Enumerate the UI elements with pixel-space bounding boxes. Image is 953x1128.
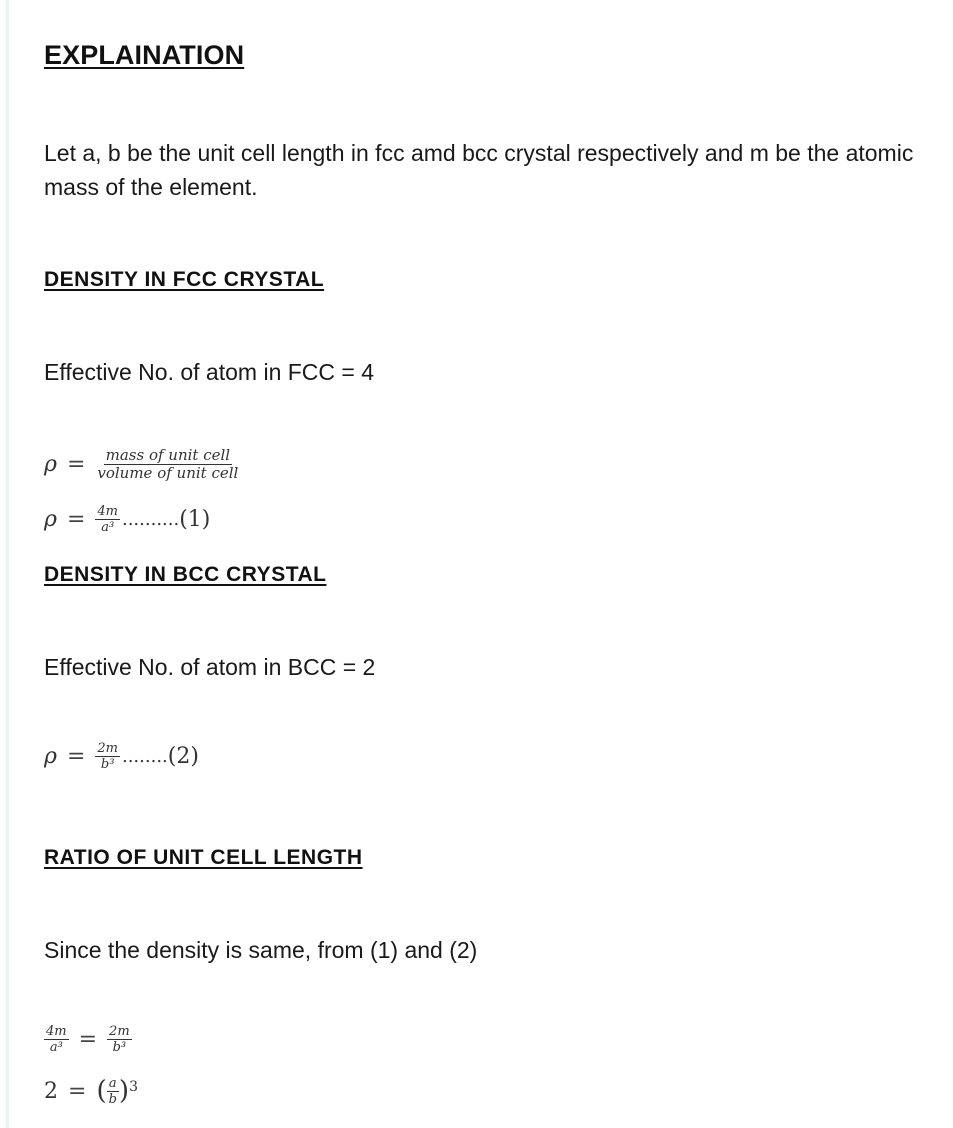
rho-symbol: ρ bbox=[44, 744, 57, 769]
fcc-effective-atoms: Effective No. of atom in FCC = 4 bbox=[44, 359, 375, 385]
close-paren: ) bbox=[118, 1076, 130, 1106]
bcc-fraction bbox=[107, 1025, 132, 1054]
fraction-numerator: mass of unit cell bbox=[105, 446, 231, 464]
fraction-numerator: a bbox=[108, 1075, 117, 1091]
ratio-result-equation bbox=[44, 1076, 138, 1106]
equation-dots: ........ bbox=[121, 746, 168, 767]
fraction-numerator: 4m bbox=[46, 1024, 67, 1039]
equals-sign: = bbox=[78, 1027, 98, 1052]
open-paren: ( bbox=[96, 1076, 107, 1106]
mass-volume-fraction bbox=[95, 448, 240, 481]
page-title: EXPLAINATION bbox=[44, 40, 245, 70]
rho-symbol: ρ bbox=[44, 452, 57, 477]
a-over-b-fraction bbox=[107, 1077, 119, 1106]
fcc-fraction bbox=[44, 1025, 69, 1054]
bcc-effective-atoms: Effective No. of atom in BCC = 2 bbox=[44, 654, 376, 680]
fraction-denominator: a³ bbox=[101, 520, 115, 535]
equals-sign: = bbox=[66, 744, 86, 769]
rho-symbol: ρ bbox=[44, 507, 57, 532]
fraction-denominator: b bbox=[108, 1091, 117, 1107]
ratio-statement: Since the density is same, from (1) and (2) bbox=[44, 937, 478, 963]
equals-sign: = bbox=[66, 452, 86, 477]
bcc-fraction bbox=[95, 742, 120, 771]
equals-sign: = bbox=[66, 507, 86, 532]
ratio-heading: RATIO OF UNIT CELL LENGTH bbox=[44, 846, 363, 869]
fraction-denominator: b³ bbox=[112, 1040, 127, 1055]
fcc-heading: DENSITY IN FCC CRYSTAL bbox=[44, 268, 325, 291]
bcc-density-equation bbox=[44, 742, 199, 771]
fraction-denominator: a³ bbox=[49, 1040, 63, 1055]
density-equality-equation bbox=[44, 1025, 132, 1054]
left-border-rule bbox=[6, 0, 9, 1128]
fraction-numerator: 2m bbox=[97, 741, 118, 756]
fraction-numerator: 4m bbox=[97, 504, 118, 519]
fcc-density-equation bbox=[44, 505, 210, 534]
ratio-lhs: 2 bbox=[44, 1078, 58, 1104]
equation-tag: (1) bbox=[179, 507, 211, 532]
equals-sign: = bbox=[68, 1078, 87, 1104]
fcc-density-definition bbox=[44, 448, 240, 481]
fcc-fraction bbox=[95, 505, 120, 534]
bcc-heading: DENSITY IN BCC CRYSTAL bbox=[44, 563, 327, 586]
equation-dots: .......... bbox=[121, 509, 180, 530]
intro-paragraph: Let a, b be the unit cell length in fcc amd bcc crystal respectively and m be the atomic mass of the element. bbox=[44, 140, 914, 200]
fraction-numerator: 2m bbox=[109, 1024, 130, 1039]
fraction-denominator: b³ bbox=[100, 757, 115, 772]
fraction-denominator: volume of unit cell bbox=[97, 464, 239, 482]
exponent: 3 bbox=[129, 1079, 138, 1095]
equation-tag: (2) bbox=[167, 744, 199, 769]
